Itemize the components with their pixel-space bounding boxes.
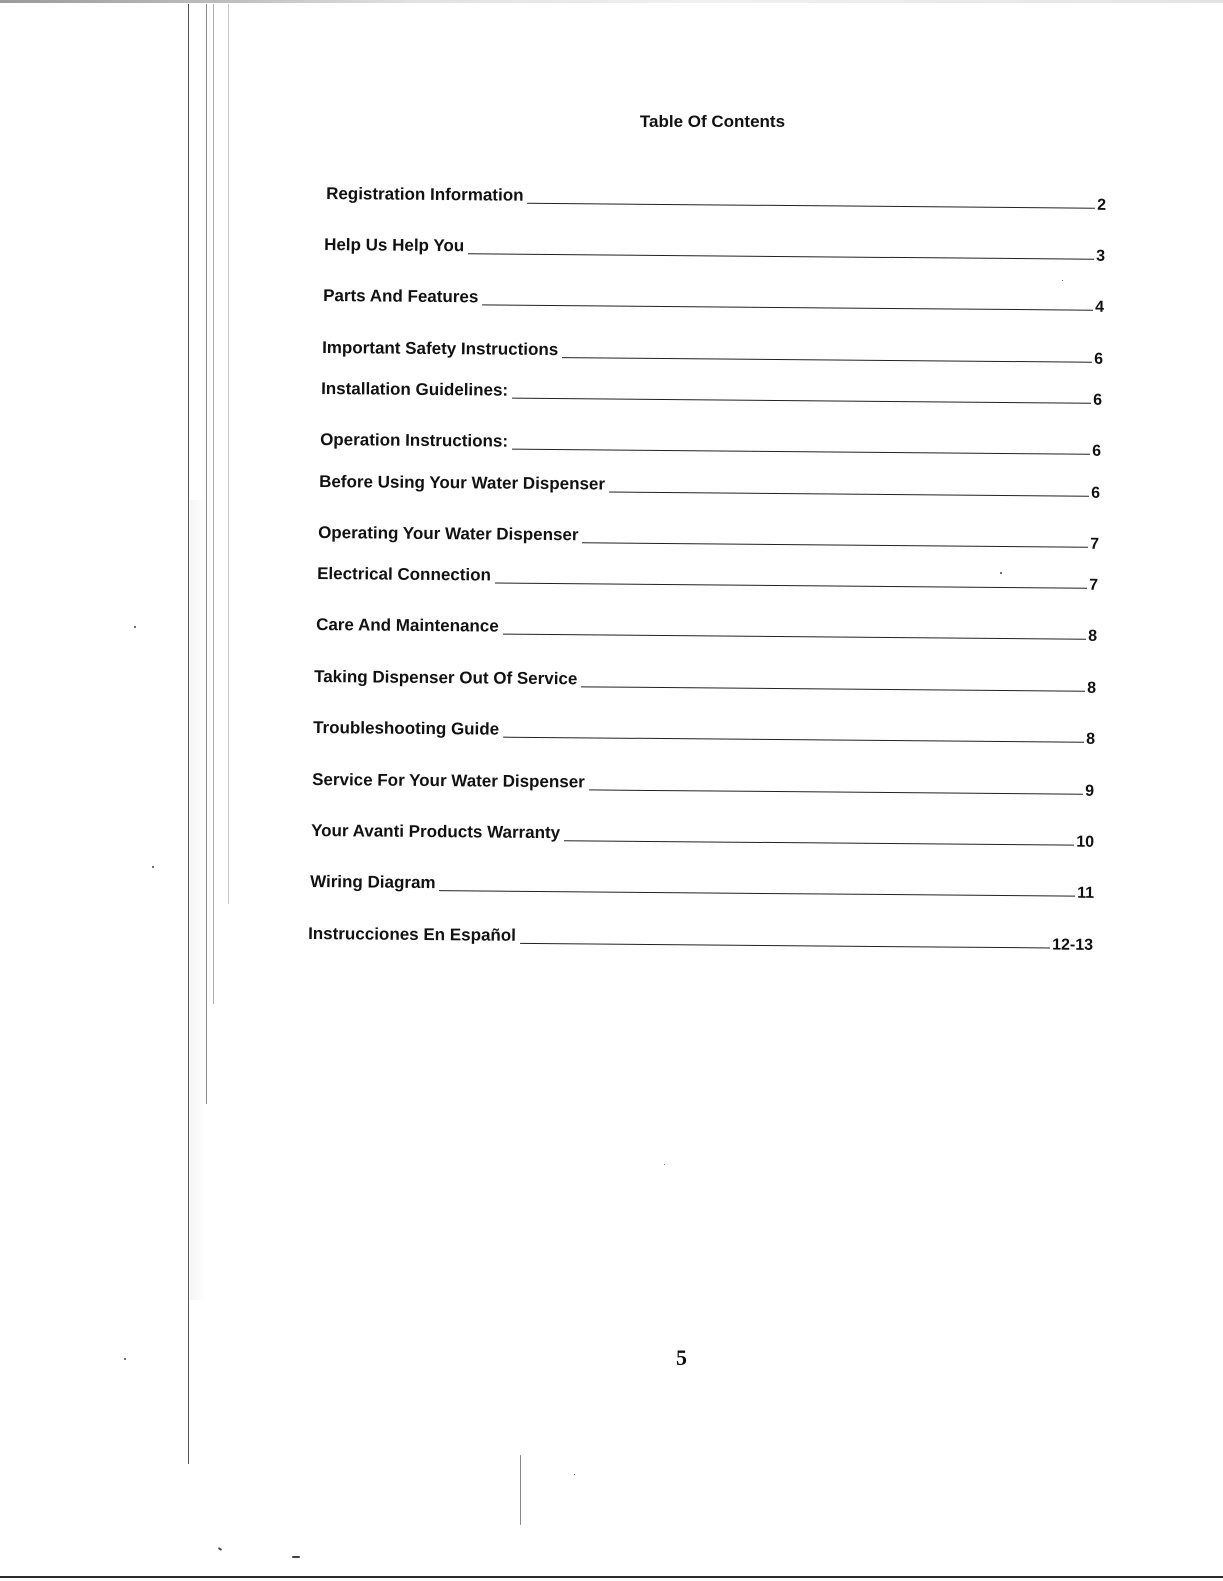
toc-entry-page: 8 xyxy=(1087,679,1097,697)
toc-entry xyxy=(314,663,1096,698)
toc-entry-label: Wiring Diagram xyxy=(310,872,436,893)
toc-entry-page: 12-13 xyxy=(1052,936,1094,954)
toc-leader-line xyxy=(582,541,1088,547)
toc-entry-label: Help Us Help You xyxy=(324,235,465,256)
toc-leader-line xyxy=(520,942,1050,949)
toc-leader-line xyxy=(564,839,1074,845)
toc-entry xyxy=(322,334,1103,369)
toc-leader-line xyxy=(589,788,1083,794)
toc-entry-page: 6 xyxy=(1093,391,1103,409)
toc-entry xyxy=(324,231,1105,266)
toc-leader-line xyxy=(495,582,1087,589)
toc-entry xyxy=(326,180,1106,215)
toc-entry-page: 8 xyxy=(1086,730,1096,748)
toc-leader-line xyxy=(581,685,1085,691)
toc-entry xyxy=(312,766,1094,801)
toc-entry-label: Parts And Features xyxy=(323,286,479,307)
toc-entry-page: 8 xyxy=(1088,627,1098,645)
toc-entry xyxy=(308,920,1093,955)
toc-entry-page: 2 xyxy=(1097,196,1107,214)
toc-leader-line xyxy=(512,448,1090,455)
toc-entry-label: Instrucciones En Español xyxy=(308,924,517,945)
toc-entry-page: 11 xyxy=(1077,884,1095,902)
toc-entry-label: Operating Your Water Dispenser xyxy=(318,523,579,545)
toc-leader-line xyxy=(482,303,1093,310)
toc-entry-label: Your Avanti Products Warranty xyxy=(311,821,561,843)
toc-leader-line xyxy=(527,202,1095,209)
toc-entry xyxy=(320,426,1101,461)
toc-entry-page: 4 xyxy=(1095,298,1105,316)
toc-entry-page: 10 xyxy=(1076,833,1095,851)
toc-entry xyxy=(313,714,1095,749)
toc-entry-label: Registration Information xyxy=(326,184,524,205)
toc-entry-page: 6 xyxy=(1094,350,1104,368)
toc-entry-label: Operation Instructions: xyxy=(320,430,509,451)
toc-leader-line xyxy=(512,397,1091,404)
toc-entry xyxy=(317,560,1098,595)
toc-entry-page: 7 xyxy=(1090,535,1100,553)
page-number: 5 xyxy=(676,1345,687,1370)
toc-entry-page: 6 xyxy=(1092,442,1102,460)
toc-entry-label: Troubleshooting Guide xyxy=(313,718,500,739)
toc-entry xyxy=(323,282,1104,317)
toc-entry-label: Before Using Your Water Dispenser xyxy=(319,472,606,494)
toc-entry-label: Taking Dispenser Out Of Service xyxy=(314,667,578,689)
toc-entry xyxy=(318,519,1099,554)
toc-entry xyxy=(311,817,1094,852)
toc-entry-label: Care And Maintenance xyxy=(316,615,499,636)
toc-entry-label: Important Safety Instructions xyxy=(322,338,559,360)
toc-leader-line xyxy=(468,252,1094,259)
toc-entry-page: 9 xyxy=(1085,782,1095,800)
toc-leader-line xyxy=(503,736,1084,743)
toc-entry xyxy=(316,611,1097,646)
toc-leader-line xyxy=(609,491,1089,497)
toc-leader-line xyxy=(503,633,1086,640)
toc-entry-page: 7 xyxy=(1089,576,1099,594)
toc-entry-page: 6 xyxy=(1091,484,1101,502)
toc-entry-page: 3 xyxy=(1096,247,1106,265)
page-title: Table Of Contents xyxy=(639,112,786,131)
toc-leader-line xyxy=(562,356,1092,363)
toc-entry xyxy=(321,375,1102,410)
toc-entry xyxy=(319,468,1100,503)
toc-leader-line xyxy=(440,889,1076,897)
toc-entry-label: Electrical Connection xyxy=(317,564,492,585)
toc-entry-label: Installation Guidelines: xyxy=(321,379,509,400)
toc-entry xyxy=(310,868,1094,903)
toc-entry-label: Service For Your Water Dispenser xyxy=(312,770,585,792)
